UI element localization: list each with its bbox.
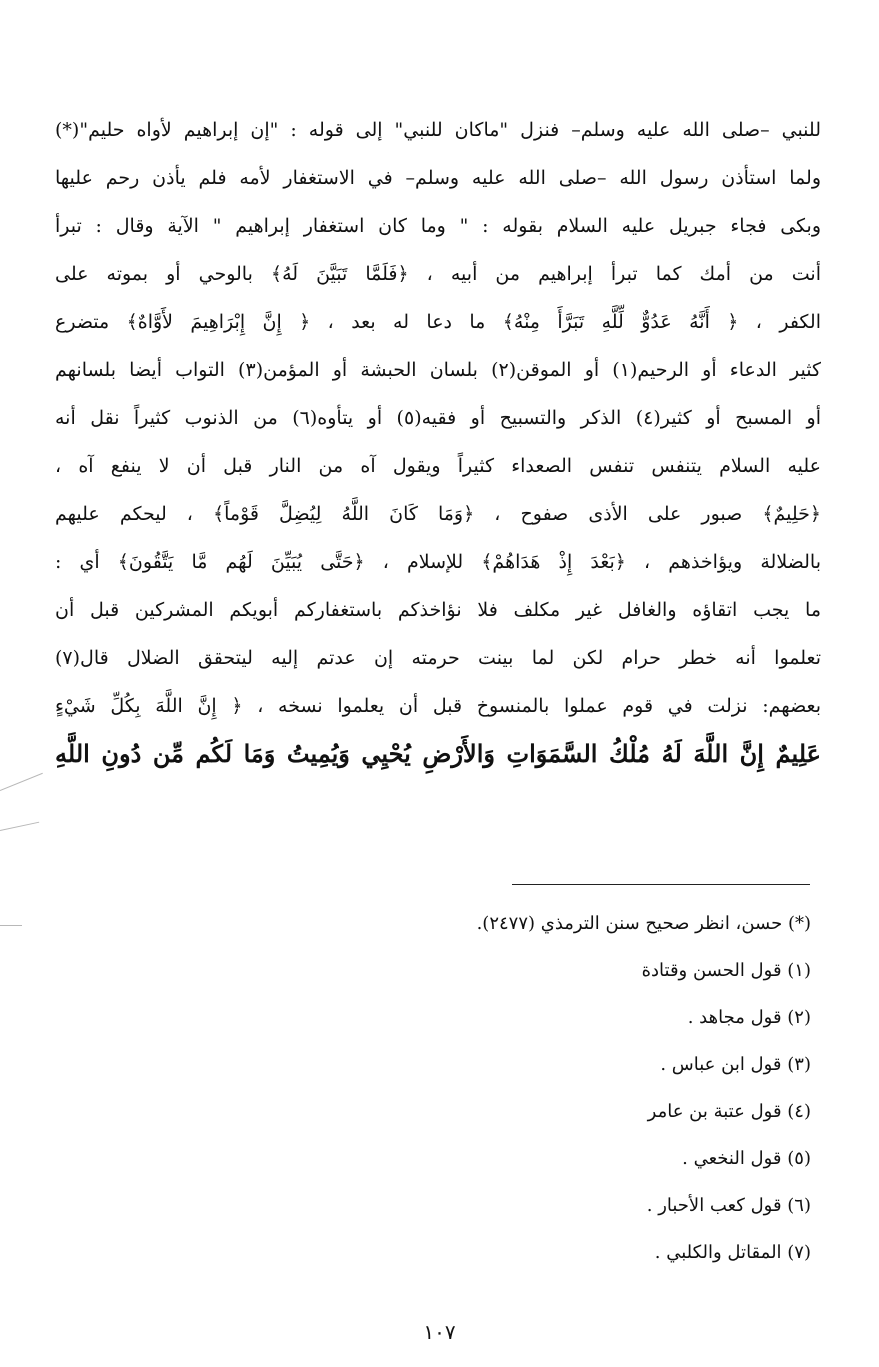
text-line: أو المسبح أو كثير(٤) الذكر والتسبيح أو فقيه(٥) أو يتأوه(٦) من الذنوب كثيراً نقل أنه: [55, 407, 821, 429]
text-line: وبكى فجاء جبريل عليه السلام بقوله : " وما كان استغفار إبراهيم " الآية وقال : تبرأ: [55, 215, 821, 237]
text-line: بالضلالة ويؤاخذهم ، ﴿بَعْدَ إِذْ هَدَاهُمْ﴾ للإسلام ، ﴿حَتَّى يُبَيِّنَ لَهُم مَّا يَتَّقُونَ﴾ أي :: [55, 551, 821, 573]
footnotes: [91, 900, 811, 1276]
footnote: (٧) المقاتل والكلبي .: [654, 1242, 811, 1263]
quran-verse-line: عَلِيمٌ إِنَّ اللَّهَ لَهُ مُلْكُ السَّمَوَاتِ وَالأَرْضِ يُحْيِي وَيُمِيتُ وَمَا لَكُم مِّن دُونِ اللَّهِ: [55, 739, 821, 768]
text-line: تعلموا أنه خطر حرام لكن لما بينت حرمته إن عدتم إليه ليتحقق الضلال قال(٧): [55, 647, 821, 669]
scan-artifact-line: [0, 822, 39, 831]
scan-artifact-line: [0, 925, 22, 926]
footnote: (٢) قول مجاهد .: [687, 1007, 811, 1028]
main-text: [55, 106, 821, 778]
footnote: (١) قول الحسن وقتادة: [641, 960, 811, 981]
footnote: (٣) قول ابن عباس .: [660, 1054, 811, 1075]
footnote-divider: [512, 884, 810, 885]
text-line: كثير الدعاء أو الرحيم(١) أو الموقن(٢) بلسان الحبشة أو المؤمن(٣) التواب أيضا بلسانهم: [55, 359, 821, 381]
text-line: ما يجب اتقاؤه والغافل غير مكلف فلا نؤاخذكم باستغفاركم أبويكم المشركين قبل أن: [55, 599, 821, 621]
text-line: ولما استأذن رسول الله –صلى الله عليه وسلم– في الاستغفار لأمه فلم يأذن رحم عليها: [55, 167, 821, 189]
text-line: للنبي –صلى الله عليه وسلم– فنزل "ماكان للنبي" إلى قوله : "إن إبراهيم لأواه حليم"(*): [55, 119, 821, 141]
footnote: (٤) قول عتبة بن عامر: [647, 1101, 811, 1122]
text-line: بعضهم: نزلت في قوم عملوا بالمنسوخ قبل أن يعلموا نسخه ، ﴿ إِنَّ اللَّهَ بِكُلِّ شَيْءٍ: [55, 695, 821, 717]
footnote: (٥) قول النخعي .: [682, 1148, 811, 1169]
scan-artifact-line: [0, 773, 43, 791]
footnote: (٦) قول كعب الأحبار .: [646, 1195, 811, 1216]
text-line: الكفر ، ﴿ أَنَّهُ عَدُوٌّ لِّلَّهِ تَبَرَّأَ مِنْهُ﴾ ما دعا له بعد ، ﴿ إِنَّ إِبْرَاهِيمَ لأَوَّاهٌ﴾ متضرع: [55, 311, 821, 333]
page-number: ١٠٧: [423, 1320, 456, 1344]
text-line: ﴿حَلِيمٌ﴾ صبور على الأذى صفوح ، ﴿وَمَا كَانَ اللَّهُ لِيُضِلَّ قَوْماً﴾ ، ليحكم عليهم: [55, 503, 821, 525]
footnote: (*) حسن، انظر صحيح سنن الترمذي (٢٤٧٧).: [476, 913, 811, 934]
text-line: عليه السلام يتنفس تنفس الصعداء كثيراً ويقول آه من النار قبل أن لا ينفع آه ،: [55, 455, 821, 477]
text-line: أنت من أمك كما تبرأ إبراهيم من أبيه ، ﴿فَلَمَّا تَبَيَّنَ لَهُ﴾ بالوحي أو بموته على: [55, 263, 821, 285]
